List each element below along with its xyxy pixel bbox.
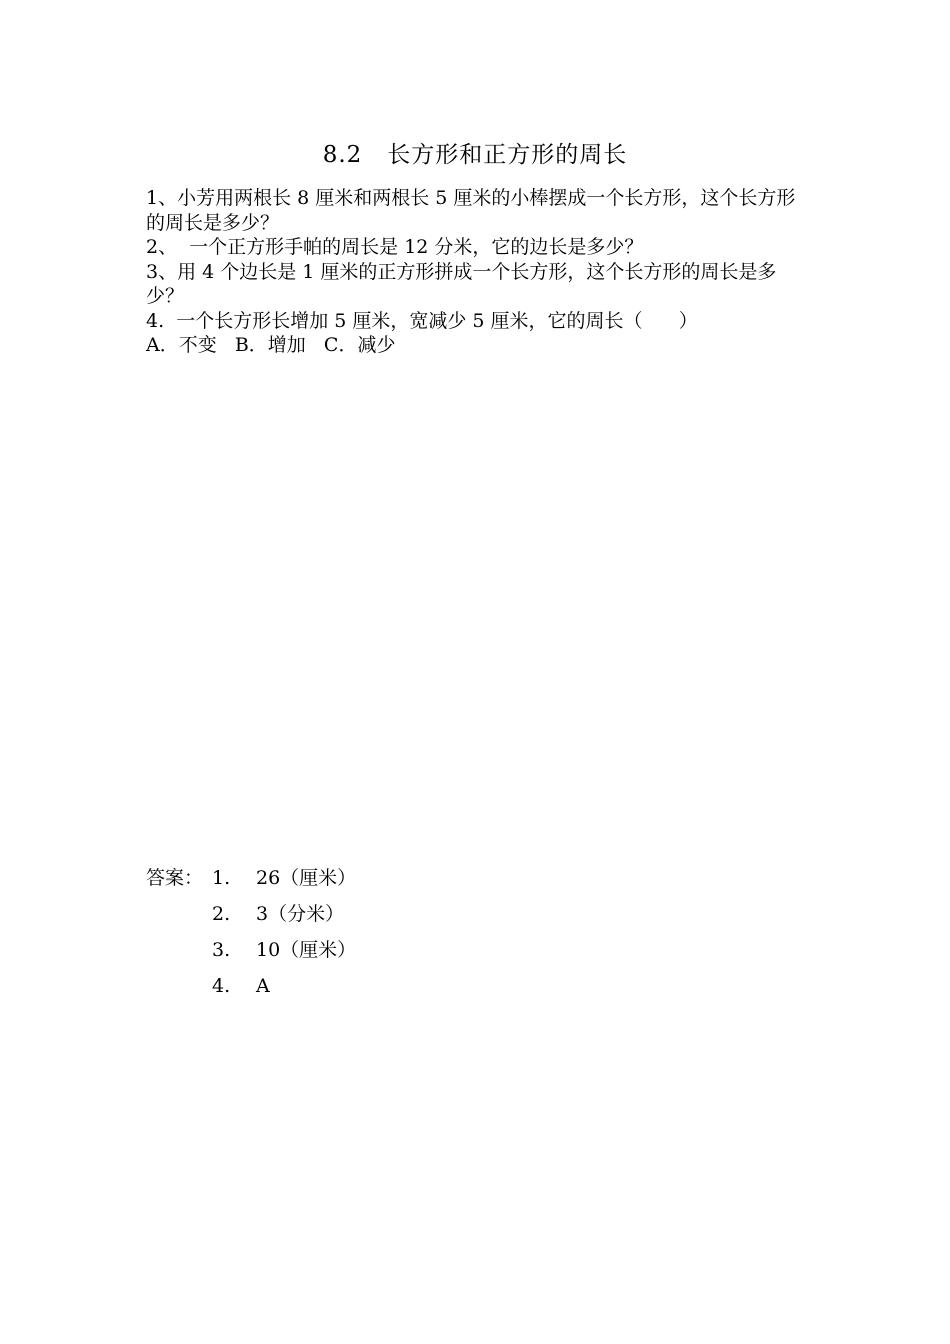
answer-section — [146, 866, 357, 1010]
question-list — [146, 186, 814, 358]
answer-row — [146, 866, 357, 902]
answer-value: A — [256, 975, 270, 997]
answer-value: 26（厘米） — [256, 867, 357, 889]
page-title: 8.2 长方形和正方形的周长 — [322, 142, 628, 168]
question-4: 4. 一个长方形长增加 5 厘米，宽减少 5 厘米，它的周长（ ） — [146, 309, 698, 332]
answer-row — [146, 938, 357, 974]
answer-row — [146, 974, 270, 1010]
question-1: 1、小芳用两根长 8 厘米和两根长 5 厘米的小棒摆成一个长方形，这个长方形的周长是多少？ — [146, 187, 796, 234]
answer-label: 答案： — [146, 867, 204, 889]
answer-number: 2. — [212, 903, 231, 925]
question-4-options: A．不变 B．增加 C．减少 — [146, 334, 396, 356]
answer-row — [146, 902, 345, 938]
answer-value: 3（分米） — [256, 903, 345, 925]
answer-value: 10（厘米） — [256, 939, 357, 961]
answer-number: 1. — [212, 867, 231, 889]
question-2: 2、 一个正方形手帕的周长是 12 分米，它的边长是多少？ — [146, 236, 644, 258]
question-3: 3、用 4 个边长是 1 厘米的正方形拼成一个长方形，这个长方形的周长是多少？ — [146, 260, 777, 307]
answer-number: 3. — [212, 939, 231, 961]
answer-number: 4. — [212, 975, 231, 997]
